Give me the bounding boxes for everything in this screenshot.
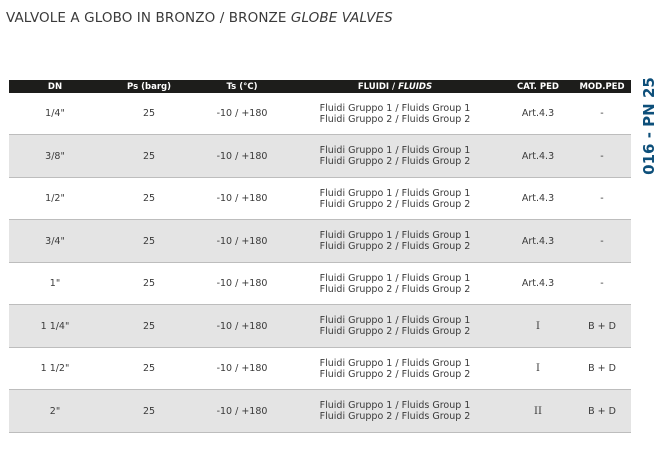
cell-fluids	[287, 145, 503, 167]
cell-ps: 25	[142, 235, 156, 247]
fluids-group-2: Fluidi Gruppo 2 / Fluids Group 2	[319, 368, 471, 380]
cell-ts: -10 / +180	[216, 320, 268, 332]
table-row	[9, 263, 631, 305]
fluids-group-2: Fluidi Gruppo 2 / Fluids Group 2	[319, 283, 471, 295]
cell-dn: 3/4"	[45, 235, 65, 247]
cell-ps: 25	[142, 108, 156, 119]
header-fluids-main: FLUIDI /	[357, 81, 399, 92]
fluids-group-1: Fluidi Gruppo 1 / Fluids Group 1	[319, 145, 471, 156]
fluids-group-1: Fluidi Gruppo 1 / Fluids Group 1	[319, 230, 471, 241]
cell-ps: 25	[142, 278, 156, 289]
cell-cat-ped: I	[536, 363, 540, 374]
header-fluids	[287, 82, 503, 92]
cell-dn: 1/2"	[45, 193, 65, 204]
cell-ts: -10 / +180	[216, 150, 268, 162]
table-body	[9, 93, 631, 433]
fluids-group-1: Fluidi Gruppo 1 / Fluids Group 1	[319, 315, 471, 326]
fluids-group-1: Fluidi Gruppo 1 / Fluids Group 1	[319, 400, 471, 411]
cell-ts: -10 / +180	[216, 108, 268, 119]
cell-dn: 1 1/4"	[40, 320, 70, 332]
cell-ts: -10 / +180	[216, 193, 268, 204]
cell-cat-ped: Art.4.3	[521, 150, 555, 162]
cell-mod-ped: -	[600, 193, 604, 204]
cell-mod-ped: B + D	[588, 405, 616, 417]
header-dn: DN	[47, 81, 63, 92]
cell-fluids	[287, 273, 503, 295]
cell-mod-ped: -	[600, 235, 604, 247]
cell-fluids	[287, 188, 503, 210]
table-row	[9, 348, 631, 390]
fluids-group-1: Fluidi Gruppo 1 / Fluids Group 1	[319, 187, 471, 199]
cell-fluids	[287, 315, 503, 337]
table-row	[9, 305, 631, 348]
table-row	[9, 178, 631, 220]
fluids-group-2: Fluidi Gruppo 2 / Fluids Group 2	[319, 326, 471, 337]
fluids-group-2: Fluidi Gruppo 2 / Fluids Group 2	[319, 198, 471, 210]
cell-ps: 25	[142, 363, 156, 374]
cell-mod-ped: -	[600, 150, 604, 162]
cell-cat-ped: Art.4.3	[521, 235, 555, 247]
valve-spec-table	[9, 80, 631, 433]
fluids-group-2: Fluidi Gruppo 2 / Fluids Group 2	[319, 241, 471, 252]
cell-cat-ped: Art.4.3	[521, 108, 555, 119]
cell-ts: -10 / +180	[216, 278, 268, 289]
cell-ts: -10 / +180	[216, 363, 268, 374]
cell-cat-ped: I	[536, 320, 540, 332]
header-cat-ped: CAT. PED	[517, 81, 559, 92]
cell-dn: 1 1/2"	[40, 363, 70, 374]
cell-dn: 3/8"	[45, 150, 65, 162]
fluids-group-2: Fluidi Gruppo 2 / Fluids Group 2	[319, 113, 471, 125]
fluids-group-1: Fluidi Gruppo 1 / Fluids Group 1	[319, 272, 471, 284]
cell-fluids	[287, 400, 503, 422]
cell-ts: -10 / +180	[216, 235, 268, 247]
page-title-italic: GLOBE VALVES	[290, 10, 393, 26]
cell-ps: 25	[142, 320, 156, 332]
series-side-label-text: 016 - PN 25	[640, 77, 658, 175]
cell-mod-ped: B + D	[588, 363, 616, 374]
cell-cat-ped: II	[534, 405, 542, 417]
table-row	[9, 390, 631, 433]
cell-mod-ped: -	[600, 278, 604, 289]
cell-mod-ped: B + D	[588, 320, 616, 332]
page-title-main: VALVOLE A GLOBO IN BRONZO / BRONZE	[6, 10, 291, 26]
header-fluids-italic: FLUIDS	[398, 81, 433, 92]
cell-dn: 2"	[49, 405, 61, 417]
cell-ps: 25	[142, 193, 156, 204]
cell-cat-ped: Art.4.3	[521, 278, 555, 289]
table-row	[9, 220, 631, 263]
series-side-label	[636, 77, 662, 175]
header-mod-ped: MOD.PED	[579, 81, 625, 92]
table-row	[9, 135, 631, 178]
header-ts: Ts (°C)	[226, 81, 258, 92]
fluids-group-2: Fluidi Gruppo 2 / Fluids Group 2	[319, 156, 471, 167]
cell-fluids	[287, 230, 503, 252]
cell-fluids	[287, 358, 503, 380]
cell-fluids	[287, 103, 503, 125]
cell-ps: 25	[142, 150, 156, 162]
table-row	[9, 93, 631, 135]
table-header-row	[9, 80, 631, 93]
page-title	[6, 10, 393, 26]
fluids-group-1: Fluidi Gruppo 1 / Fluids Group 1	[319, 102, 471, 114]
header-ps: Ps (barg)	[127, 81, 171, 92]
fluids-group-2: Fluidi Gruppo 2 / Fluids Group 2	[319, 411, 471, 422]
cell-dn: 1"	[49, 278, 61, 289]
cell-ts: -10 / +180	[216, 405, 268, 417]
cell-ps: 25	[142, 405, 156, 417]
cell-mod-ped: -	[600, 108, 604, 119]
cell-cat-ped: Art.4.3	[521, 193, 555, 204]
fluids-group-1: Fluidi Gruppo 1 / Fluids Group 1	[319, 357, 471, 369]
cell-dn: 1/4"	[45, 108, 65, 119]
